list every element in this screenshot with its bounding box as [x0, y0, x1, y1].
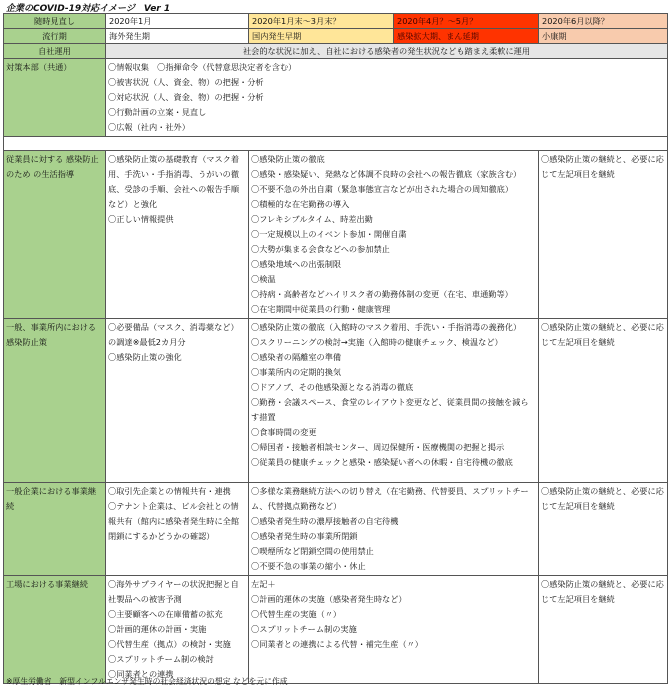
list-item: 〇感染防止策の強化 — [108, 352, 182, 362]
covid-response-table — [3, 13, 668, 684]
list-item: 〇テナント企業は、ビル会社との情報共有（館内に感染者発生時に全館閉鎖にするかどうかの確認） — [108, 501, 240, 541]
list-item: 〇不要不急の外出自粛（緊急事態宣言などが出された場合の周知徹底） — [251, 184, 514, 194]
list-item: 〇検温 — [251, 274, 276, 284]
list-item: 〇スクリーニングの検討→実施（入館時の健康チェック、検温など） — [251, 337, 503, 347]
workplace-after — [539, 319, 668, 483]
row-employee — [4, 151, 668, 319]
workplace-measures — [249, 319, 539, 483]
list-item: 〇必要備品（マスク、消毒薬など）の調達※最低2カ月分 — [108, 322, 239, 347]
list-item: 〇同業者との連携による代替・補完生産（〃） — [251, 639, 423, 649]
list-item: 〇代替生産（拠点）の検討・実施 — [108, 639, 231, 649]
list-item: 〇感染者発生時の事業所閉鎖 — [251, 531, 358, 541]
list-item: 〇感染防止策の徹底 — [251, 154, 325, 164]
factory-prep — [106, 576, 249, 684]
row-label-workplace: 一般、事業所内における感染防止策 — [4, 319, 106, 483]
list-item: 〇フレキシブルタイム、時差出勤 — [251, 214, 373, 224]
header-row-operation — [4, 44, 668, 59]
header-row-review — [4, 14, 668, 29]
list-item: 〇スプリットチーム制の実施 — [251, 624, 357, 634]
row-hq — [4, 59, 668, 137]
list-item: 〇代替生産の実施（〃） — [251, 609, 342, 619]
row-spacer — [4, 137, 668, 151]
list-item: 〇同業者との連携 — [108, 669, 174, 679]
stage-overseas: 海外発生期 — [106, 29, 249, 44]
phase-janmar: 2020年1月末〜3月末？ — [249, 14, 394, 29]
list-item: 〇正しい情報提供 — [108, 214, 174, 224]
row-label-business: 一般企業における事業継続 — [4, 483, 106, 576]
list-item: 〇海外サプライヤーの状況把握と自社製品への被害予測 — [108, 579, 239, 604]
row-factory — [4, 576, 668, 684]
list-item: 〇対応状況（人、資金、物）の把握・分析 — [108, 92, 264, 102]
list-item: 〇計画的運休の計画・実施 — [108, 624, 207, 634]
list-item: 〇感染防止策の継続と、必要に応じて左記項目を継続 — [541, 154, 664, 179]
phase-jun: 2020年6月以降？ — [539, 14, 668, 29]
row-business — [4, 483, 668, 576]
source-note: ※厚生労働省 新型インフルエンザ発生時の社会経済状況の想定 などを元に作成 — [6, 677, 288, 686]
list-item: 〇感染防止策の継続と、必要に応じて左記項目を継続 — [541, 579, 664, 604]
row-workplace — [4, 319, 668, 483]
list-item: 〇帰国者・接触者相談センター、周辺保健所・医療機関の把握と掲示 — [251, 442, 505, 452]
list-item: 左記＋ — [251, 579, 276, 589]
row-label-factory: 工場における事業継続 — [4, 576, 106, 684]
list-item: 〇一定規模以上のイベント参加・開催自粛 — [251, 229, 407, 239]
list-item: 〇積極的な在宅勤務の導入 — [251, 199, 350, 209]
list-item: 〇ドアノブ、その他感染源となる消毒の徹底 — [251, 382, 414, 392]
factory-after — [539, 576, 668, 684]
phase-jan: 2020年1月 — [106, 14, 249, 29]
list-item: 〇感染防止策の基礎教育（マスク着用、手洗い・手指消毒、うがいの徹底、受診の手順、会社への報告手順など）と強化 — [108, 154, 240, 209]
factory-measures — [249, 576, 539, 684]
list-item: 〇被害状況（人、資金、物）の把握・分析 — [108, 77, 264, 87]
workplace-prep — [106, 319, 249, 483]
list-item: 〇計画的運休の実施（感染者発生時など） — [251, 594, 407, 604]
phase-aprmay: 2020年4月？〜5月？ — [394, 14, 539, 29]
stage-spread: 感染拡大期、まん延期 — [394, 29, 539, 44]
list-item: 〇大勢が集まる会食などへの参加禁止 — [251, 244, 390, 254]
hq-items — [106, 59, 668, 137]
list-item: 〇感染者発生時の濃厚接触者の自宅待機 — [251, 516, 399, 526]
list-item: 〇感染防止策の継続と、必要に応じて左記項目を継続 — [541, 486, 664, 511]
list-item: 〇主要顧客への在庫備蓄の拡充 — [108, 609, 223, 619]
list-item: 〇取引先企業との情報共有・連携 — [108, 486, 231, 496]
list-item: 〇食事時間の変更 — [251, 427, 317, 437]
business-measures — [249, 483, 539, 576]
header-row-epidemic — [4, 29, 668, 44]
list-item: 〇感染防止策の徹底（入館時のマスク着用、手洗い・手指消毒の義務化） — [251, 322, 522, 332]
list-item: 〇広報（社内・社外） — [108, 122, 190, 132]
business-prep — [106, 483, 249, 576]
employee-measures — [249, 151, 539, 319]
list-item: 〇多様な業務継続方法への切り替え（在宅勤務、代替要員、スプリットチーム、代替拠点勤務など） — [251, 486, 529, 511]
header-label-review: 随時見直し — [4, 14, 106, 29]
row-label-employee: 従業員に対する 感染防止のため の生活指導 — [4, 151, 106, 319]
employee-after — [539, 151, 668, 319]
row-label-hq: 対策本部（共通） — [4, 59, 106, 137]
list-item: 〇感染者の隔離室の準備 — [251, 352, 342, 362]
operation-note: 社会的な状況に加え、自社における感染者の発生状況なども踏まえ柔軟に運用 — [106, 44, 668, 59]
list-item: 〇勤務・会議スペース、食堂のレイアウト変更など、従業員間の接触を減らす措置 — [251, 397, 529, 422]
list-item: 〇事業所内の定期的換気 — [251, 367, 342, 377]
list-item: 〇持病・高齢者などハイリスク者の勤務体制の変更（在宅、車通勤等） — [251, 289, 513, 299]
stage-domestic-early: 国内発生早期 — [249, 29, 394, 44]
list-item: 〇感染地域への出張制限 — [251, 259, 342, 269]
list-item: 〇感染・感染疑い、発熱など体調不良時の会社への報告徹底（家族含む） — [251, 169, 522, 179]
employee-prep — [106, 151, 249, 319]
list-item: 〇感染防止策の継続と、必要に応じて左記項目を継続 — [541, 322, 664, 347]
header-label-epidemic: 流行期 — [4, 29, 106, 44]
stage-lull: 小康期 — [539, 29, 668, 44]
business-after — [539, 483, 668, 576]
list-item: 〇不要不急の事業の縮小・休止 — [251, 561, 366, 571]
list-item: 〇行動計画の立案・見直し — [108, 107, 207, 117]
list-item: 〇在宅期間中従業員の行動・健康管理 — [251, 304, 391, 314]
list-item: 〇スプリットチーム制の検討 — [108, 654, 214, 664]
list-item: 〇従業員の健康チェックと感染・感染疑い者への休暇・自宅待機の徹底 — [251, 457, 513, 467]
document-title: 企業のCOVID-19対応イメージ Ver 1 — [6, 4, 171, 14]
header-label-operation: 自社運用 — [4, 44, 106, 59]
list-item: 〇喫煙所など閉鎖空間の使用禁止 — [251, 546, 374, 556]
list-item: 〇情報収集 〇指揮命令（代替意思決定者を含む） — [108, 62, 297, 72]
